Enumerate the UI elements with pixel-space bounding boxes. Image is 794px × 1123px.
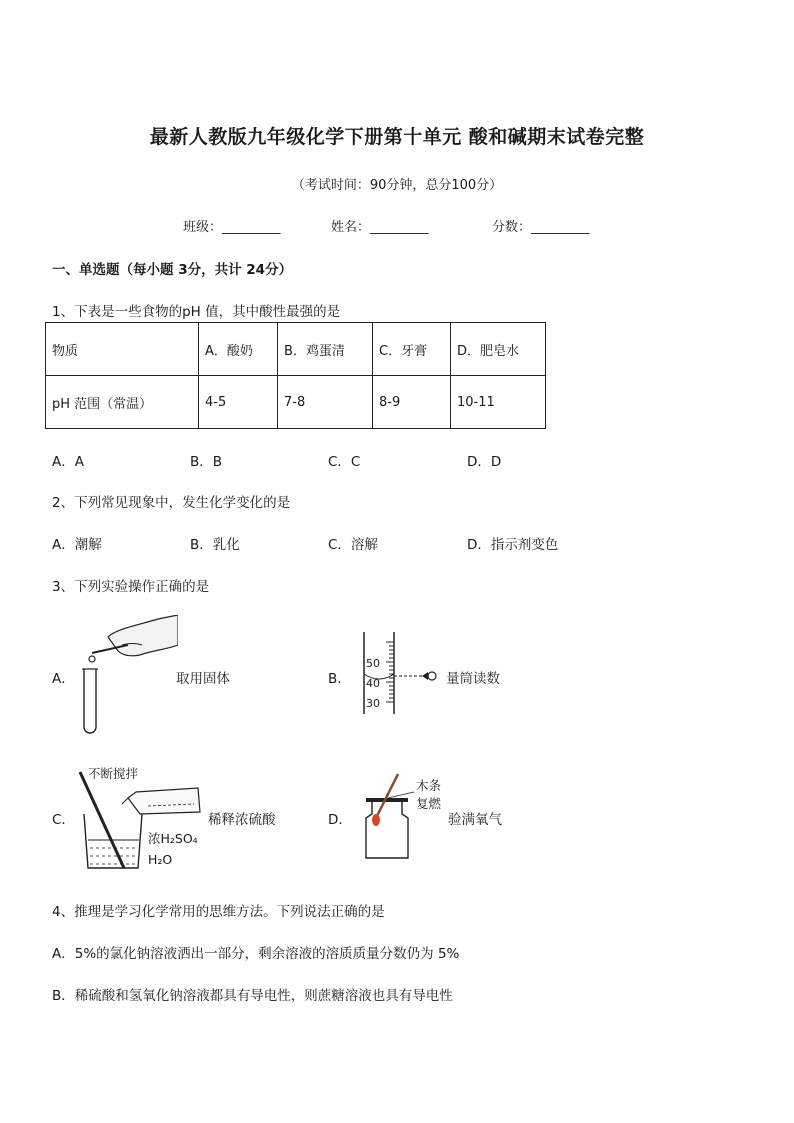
section-heading: 一、单选题（每小题 3分，共计 24分） xyxy=(52,262,293,278)
question-3-stem: 3、下列实验操作正确的是 xyxy=(52,579,210,595)
question-1-stem: 1、下表是一些食物的pH 值，其中酸性最强的是 xyxy=(52,304,341,320)
q2-option-a: A．潮解 xyxy=(52,537,102,553)
test-tube-icon xyxy=(84,669,96,733)
table-row xyxy=(46,323,546,376)
gas-bottle-figure xyxy=(358,772,418,862)
q3-option-d-letter: D． xyxy=(328,812,352,828)
bottle-icon xyxy=(366,802,408,858)
q1-option-a: A．A xyxy=(52,454,84,470)
flame-icon xyxy=(372,814,380,826)
q1-option-d: D．D xyxy=(467,454,502,470)
table-cell: A．酸奶 xyxy=(199,323,278,376)
hand-icon xyxy=(108,615,178,656)
table-cell: 4-5 xyxy=(199,376,278,429)
table-cell: pH 范围（常温） xyxy=(46,376,199,429)
table-cell: D．肥皂水 xyxy=(451,323,546,376)
relight-label: 复燃 xyxy=(416,796,442,811)
exam-duration: （考试时间：90分钟，总分100分） xyxy=(291,178,503,193)
tick-label: 30 xyxy=(366,697,380,710)
q3-option-b-caption: 量筒读数 xyxy=(446,671,500,687)
graduated-cylinder-figure xyxy=(360,630,450,718)
acid-bottle-icon xyxy=(128,788,200,814)
wood-stick-icon xyxy=(376,774,398,818)
name-field: 姓名：_________ xyxy=(331,220,429,235)
water-label: H₂O xyxy=(148,852,173,867)
table-cell: C．牙膏 xyxy=(373,323,451,376)
question-4-stem: 4、推理是学习化学常用的思维方法。下列说法正确的是 xyxy=(52,904,385,920)
q3-option-b-letter: B． xyxy=(328,671,351,687)
class-field: 班级：_________ xyxy=(183,220,281,235)
q3-option-c-letter: C． xyxy=(52,812,75,828)
stick-label: 木条 xyxy=(416,778,442,793)
q3-option-d-caption: 验满氧气 xyxy=(448,812,502,828)
q4-option-b: B．稀硫酸和氢氧化钠溶液都具有导电性，则蔗糖溶液也具有导电性 xyxy=(52,988,453,1004)
q1-option-c: C．C xyxy=(328,454,361,470)
q3-option-a-letter: A． xyxy=(52,671,75,687)
q2-option-c: C．溶解 xyxy=(328,537,378,553)
ph-table xyxy=(45,322,546,429)
q3-option-a-caption: 取用固体 xyxy=(176,671,230,687)
dilute-acid-figure xyxy=(78,768,208,878)
table-row xyxy=(46,376,546,429)
tick-label: 50 xyxy=(366,657,380,670)
q4-option-a: A．5%的氯化钠溶液洒出一部分，剩余溶液的溶质质量分数仍为 5% xyxy=(52,946,460,962)
q2-option-d: D．指示剂变色 xyxy=(467,537,559,553)
question-2-stem: 2、下列常见现象中，发生化学变化的是 xyxy=(52,495,291,511)
score-field: 分数：_________ xyxy=(492,220,590,235)
table-cell: 10-11 xyxy=(451,376,546,429)
q1-option-b: B．B xyxy=(190,454,223,470)
q3-option-c-caption: 稀释浓硫酸 xyxy=(208,812,276,828)
acid-label: 浓H₂SO₄ xyxy=(148,831,198,846)
q2-option-b: B．乳化 xyxy=(190,537,240,553)
table-cell: 物质 xyxy=(46,323,199,376)
exam-title: 最新人教版九年级化学下册第十单元 酸和碱期末试卷完整 xyxy=(149,126,645,148)
test-tube-solid-figure xyxy=(78,615,178,735)
eye-icon xyxy=(422,672,428,680)
stir-label: 不断搅拌 xyxy=(88,766,139,781)
table-cell: B．鸡蛋清 xyxy=(278,323,373,376)
table-cell: 7-8 xyxy=(278,376,373,429)
tick-label: 40 xyxy=(366,677,380,690)
table-cell: 8-9 xyxy=(373,376,451,429)
